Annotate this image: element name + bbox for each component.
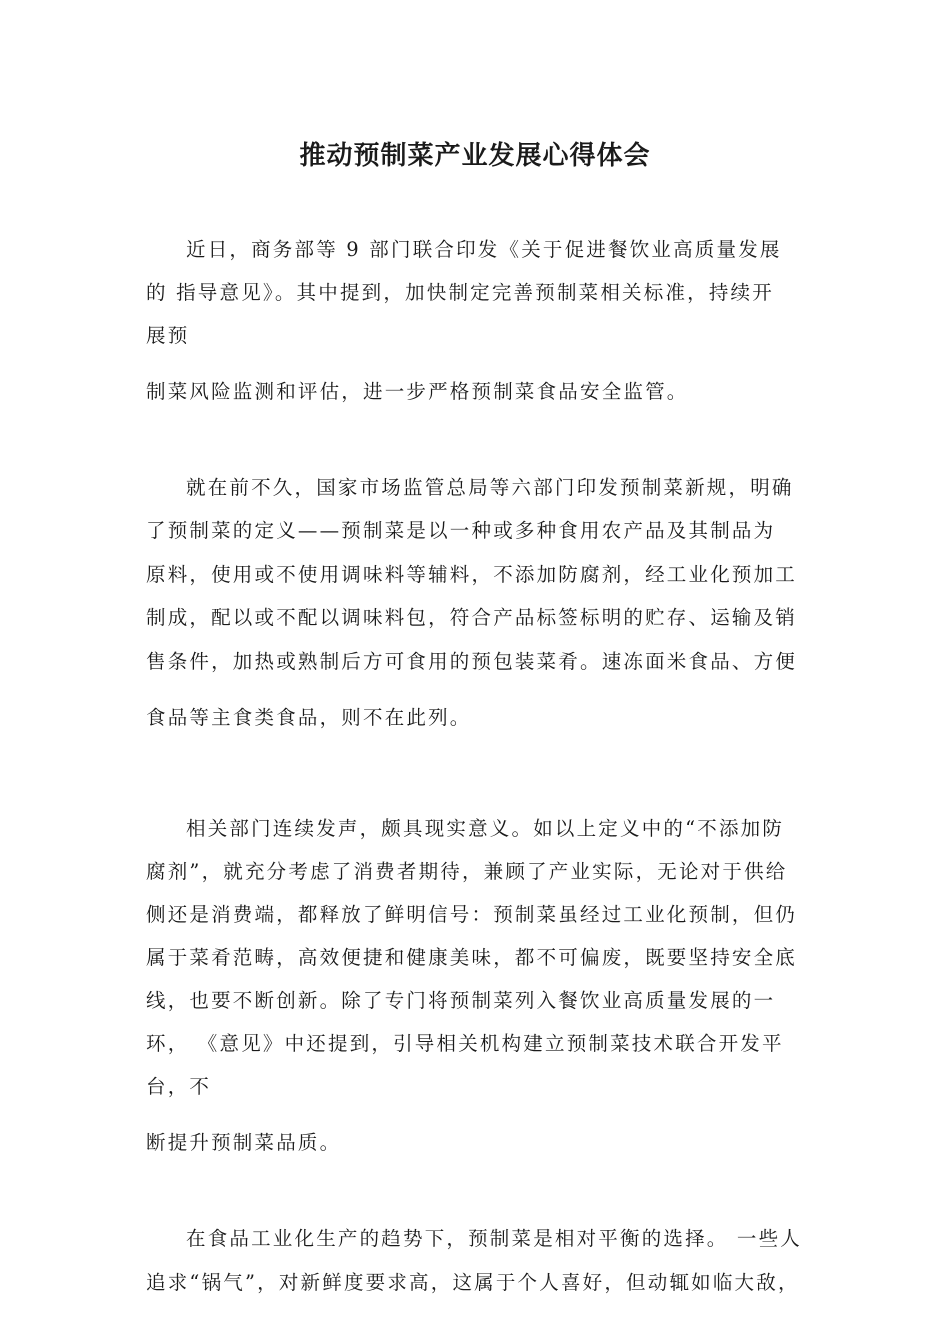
paragraph-1-line-2: 的 指导意见》。其中提到，加快制定完善预制菜相关标准，持续开 [146,281,774,304]
paragraph-3-line-1: 就在前不久，国家市场监管总局等六部门印发预制菜新规，明确 [186,476,794,499]
paragraph-4-line-3: 侧还是消费端，都释放了鲜明信号：预制菜虽经过工业化预制，但仍 [146,903,798,926]
paragraph-3-line-4: 制成，配以或不配以调味料包，符合产品标签标明的贮存、运输及销 [146,606,798,629]
paragraph-4-line-5: 线，也要不断创新。除了专门将预制菜列入餐饮业高质量发展的一 [146,989,776,1012]
paragraph-4-line-1: 相关部门连续发声，颇具现实意义。如以上定义中的“不添加防 [186,817,785,840]
paragraph-6-line-2: 追求“锅气”，对新鲜度要求高，这属于个人喜好，但动辄如临大敌， [146,1271,800,1294]
paragraph-1-line-1: 近日，商务部等 9 部门联合印发《关于促进餐饮业高质量发展 [186,238,782,261]
paragraph-3-line-6: 食品等主食类食品，则不在此列。 [146,706,472,729]
paragraph-4-line-2: 腐剂”，就充分考虑了消费者期待，兼顾了产业实际，无论对于供给 [146,860,788,883]
document-title: 推动预制菜产业发展心得体会 [299,141,651,171]
paragraph-3-line-2: 了预制菜的定义——预制菜是以一种或多种食用农产品及其制品为 [146,519,776,542]
paragraph-3-line-5: 售条件，加热或熟制后方可食用的预包装菜肴。速冻面米食品、方便 [146,650,798,673]
paragraph-1-line-3: 展预 [146,324,190,347]
paragraph-4-line-7: 台，不 [146,1075,212,1098]
paragraph-2-line-1: 制菜风险监测和评估，进一步严格预制菜食品安全监管。 [146,380,689,403]
paragraph-6-line-1: 在食品工业化生产的趋势下，预制菜是相对平衡的选择。 一些人 [186,1227,802,1250]
paragraph-3-line-3: 原料，使用或不使用调味料等辅料，不添加防腐剂，经工业化预加工 [146,563,798,586]
paragraph-4-line-6: 环， 《意见》中还提到，引导相关机构建立预制菜技术联合开发平 [146,1032,784,1055]
paragraph-4-line-4: 属于菜肴范畴，高效便捷和健康美味，都不可偏废，既要坚持安全底 [146,946,798,969]
paragraph-5-line-1: 断提升预制菜品质。 [146,1131,342,1154]
